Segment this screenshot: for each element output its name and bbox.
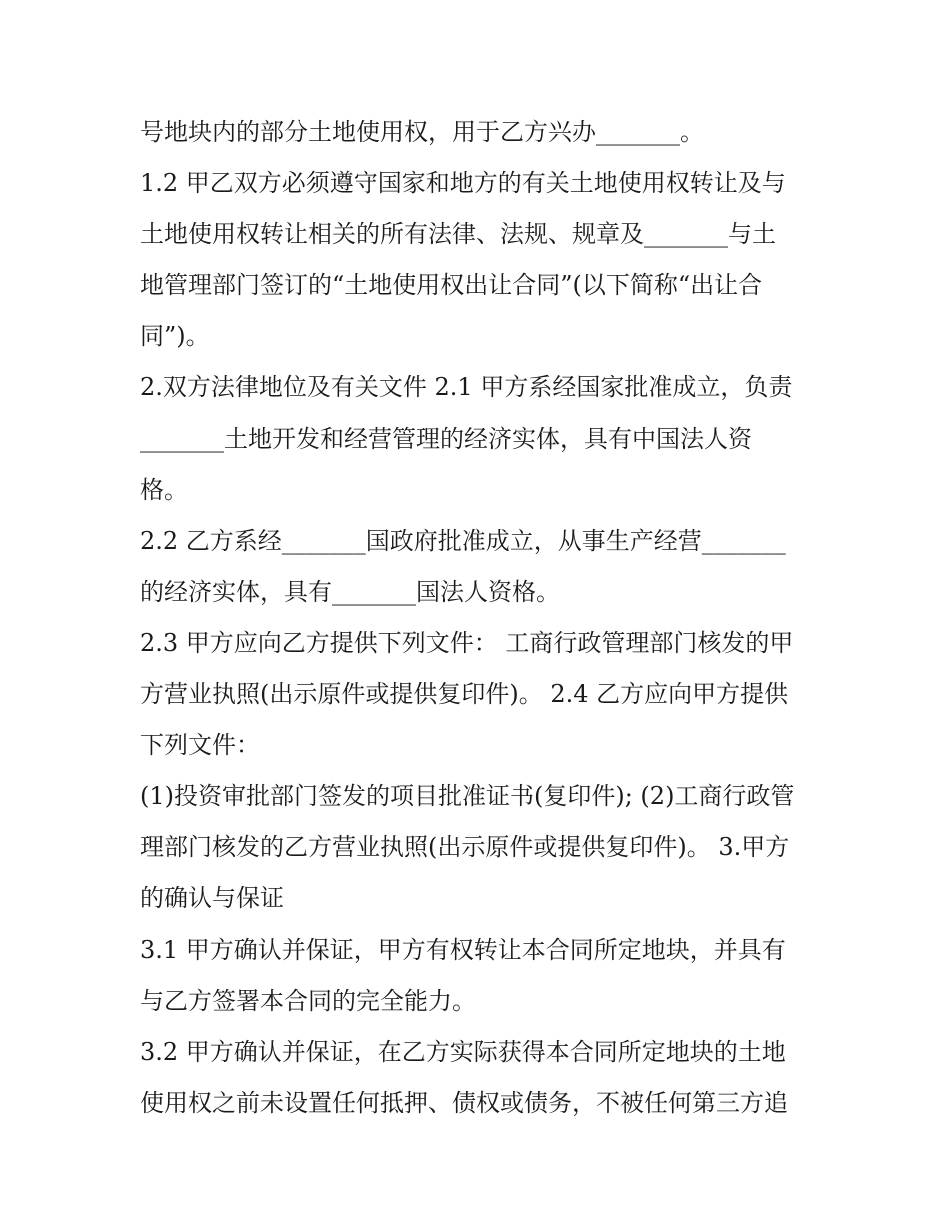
text-line: 2.2 乙方系经_______国政府批准成立，从事生产经营_______ <box>140 526 786 555</box>
text-line: _______土地开发和经营管理的经济实体，具有中国法人资 <box>140 424 752 453</box>
text-line: 格。 <box>140 475 188 504</box>
text-line: 号地块内的部分土地使用权，用于乙方兴办_______。 <box>140 118 704 146</box>
text-line: 地管理部门签订的“土地使用权出让合同”(以下简称“出让合 <box>140 271 763 300</box>
text-line: 的经济实体，具有_______国法人资格。 <box>140 577 560 606</box>
text-line: 方营业执照(出示原件或提供复印件)。 2.4 乙方应向甲方提供 <box>140 680 789 709</box>
text-line: 与乙方签署本合同的完全能力。 <box>140 986 476 1015</box>
text-line: (1)投资审批部门签发的项目批准证书(复印件); (2)工商行政管 <box>140 782 795 811</box>
text-line: 理部门核发的乙方营业执照(出示原件或提供复印件)。 3.甲方 <box>140 833 790 862</box>
text-line: 1.2 甲乙双方必须遵守国家和地方的有关土地使用权转让及与 <box>140 169 786 198</box>
text-line: 的确认与保证 <box>140 884 284 913</box>
text-line: 2.3 甲方应向乙方提供下列文件： 工商行政管理部门核发的甲 <box>140 628 794 657</box>
document-body <box>140 107 820 1129</box>
text-line: 3.1 甲方确认并保证，甲方有权转让本合同所定地块，并具有 <box>140 935 786 964</box>
text-line: 土地使用权转让相关的所有法律、法规、规章及_______与土 <box>140 220 776 249</box>
text-line: 同”)。 <box>140 322 210 351</box>
text-line: 下列文件： <box>140 731 260 760</box>
text-line: 3.2 甲方确认并保证，在乙方实际获得本合同所定地块的土地 <box>140 1037 786 1066</box>
text-line: 使用权之前未设置任何抵押、债权或债务，不被任何第三方追 <box>140 1088 788 1117</box>
text-line: 2.双方法律地位及有关文件 2.1 甲方系经国家批准成立，负责 <box>140 373 793 402</box>
